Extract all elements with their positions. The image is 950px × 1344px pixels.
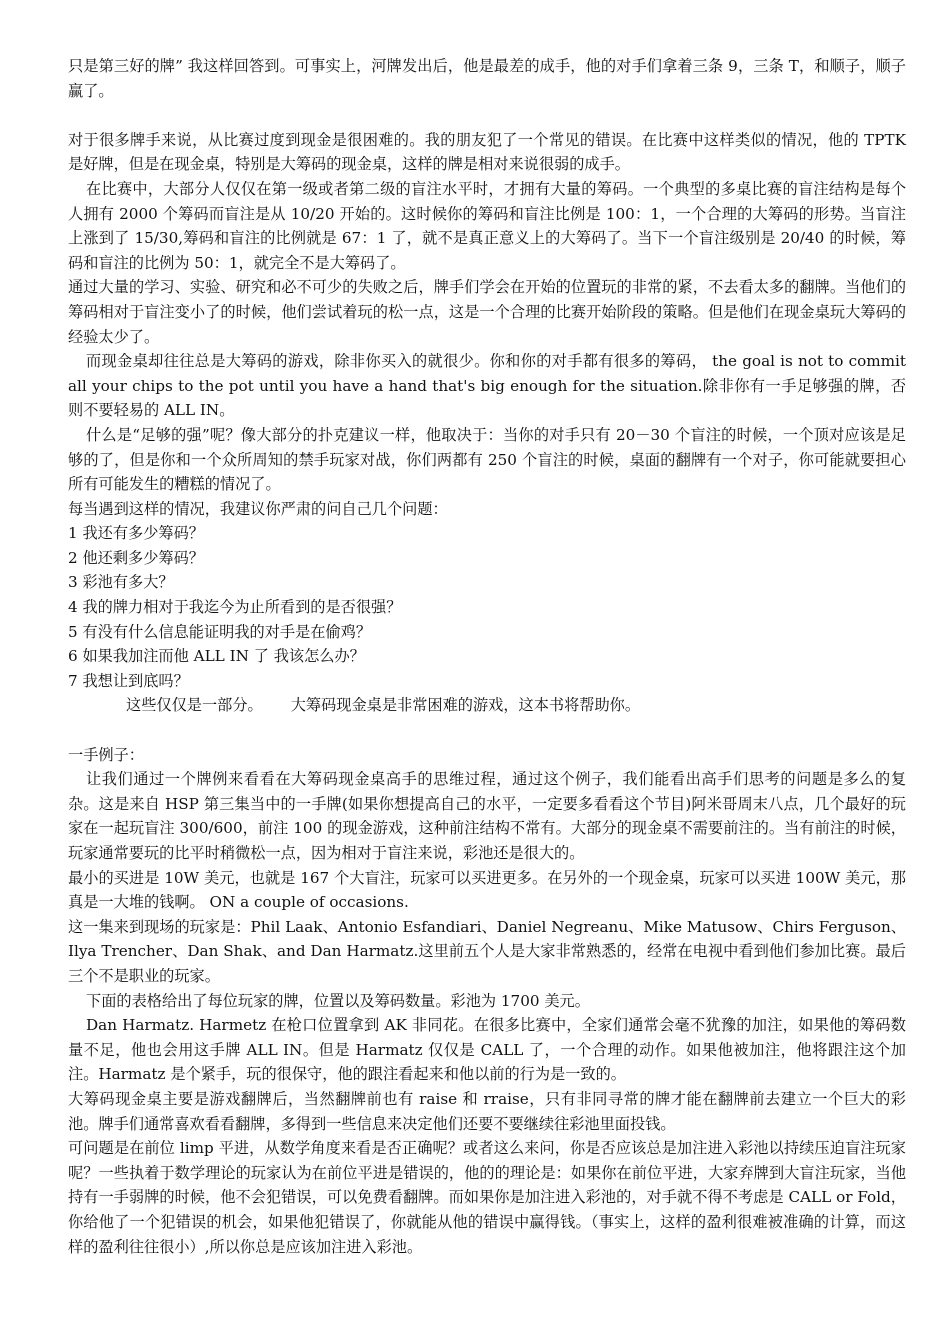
question-item: 2 他还剩多少筹码？ [68, 548, 204, 567]
paragraph-example-6: 大筹码现金桌主要是游戏翻牌后，当然翻牌前也有 raise 和 rraise，只有非同寻常的牌才能在翻牌前去建立一个巨大的彩池。牌手们通常喜欢看看翻牌，多得到一些信息来决定他们还要不要继续往彩池里面投钱。 [68, 1089, 906, 1133]
paragraph-4: 通过大量的学习、实验、研究和必不可少的失败之后，牌手们学会在开始的位置玩的非常的紧，不去看太多的翻牌。当他们的筹码相对于盲注变小了的时候，他们尝试着玩的松一点，这是一个合理的比赛开始阶段的策略。但是他们在现金桌玩大筹码的经验太少了。 [68, 278, 906, 346]
paragraph-1: 只是第三好的牌” 我这样回答到。可事实上，河牌发出后，他是最差的成手，他的对手们拿着三条 9，三条 T，和顺子，顺子赢了。 [68, 57, 906, 100]
paragraph-example-1: 让我们通过一个牌例来看看在大筹码现金桌高手的思维过程，通过这个例子，我们能看出高手们思考的问题是多么的复杂。这是来自 HSP 第三集当中的一手牌(如果你想提高自己的水平，一定要多看看这个节目)阿米哥周末八点，几个最好的玩家在一起玩盲注 300/600，前注 100 的现金游戏，这种前注结构不常有。大部分的现金桌不需要前注的。当有前注的时候，玩家通常要玩的比平时稍微松一点，因为相对于盲注来说，彩池还是很大的。 [68, 770, 906, 862]
paragraph-example-3: 这一集来到现场的玩家是：Phil Laak、Antonio Esfandiari、Daniel Negreanu、Mike Matusow、Chirs Ferguson、Ilya Trencher、Dan Shak、and Dan Harmatz.这里前五个人是大家非常熟悉的，经常在电视中看到他们参加比赛。最后三个不是职业的玩家。 [68, 917, 906, 985]
question-item: 6 如果我加注而他 ALL IN 了 我该怎么办？ [68, 647, 365, 666]
closing-line [68, 693, 906, 718]
paragraph-3: 在比赛中，大部分人仅仅在第一级或者第二级的盲注水平时，才拥有大量的筹码。一个典型的多桌比赛的盲注结构是每个人拥有 2000 个筹码而盲注是从 10/20 开始的。这时候你的筹码和盲注比例是 100：1，一个合理的大筹码的形势。当盲注上涨到了 15/30,筹码和盲注的比例就是 67：1 了，就不是真正意义上的大筹码了。当下一个盲注级别是 20/40 的时候，筹码和盲注的比例为 50：1，就完全不是大筹码了。 [68, 179, 906, 272]
questions-intro: 每当遇到这样的情况，我建议你严肃的问自己几个问题： [68, 499, 448, 518]
blank-line [68, 718, 906, 743]
closing-part-1: 这些仅仅是一部分。 [126, 696, 263, 715]
section-heading: 一手例子： [68, 745, 144, 764]
document-page [68, 54, 906, 1259]
paragraph-6: 什么是“足够的强”呢？像大部分的扑克建议一样，他取决于：当你的对手只有 20－30 个盲注的时候，一个顶对应该是足够的了，但是你和一个众所周知的禁手玩家对战，你们两都有 250 个盲注的时候，桌面的翻牌有一个对子，你可能就要担心所有可能发生的糟糕的情况了。 [68, 425, 906, 494]
paragraph-example-2: 最小的买进是 10W 美元，也就是 167 个大盲注，玩家可以买进更多。在另外的一个现金桌，玩家可以买进 100W 美元，那真是一大堆的钱啊。 ON a couple of occasions. [68, 868, 906, 912]
paragraph-example-5: Dan Harmatz. Harmetz 在枪口位置拿到 AK 非同花。在很多比赛中，全家们通常会毫不犹豫的加注，如果他的筹码数量不足，他也会用这手牌 ALL IN。但是 Harmatz 仅仅是 CALL 了，一个合理的动作。如果他被加注，他将跟注这个加注。Harmatz 是个紧手，玩的很保守，他的跟注看起来和他以前的行为是一致的。 [68, 1016, 906, 1084]
paragraph-example-4: 下面的表格给出了每位玩家的牌，位置以及筹码数量。彩池为 1700 美元。 [86, 991, 590, 1010]
closing-part-2: 大筹码现金桌是非常困难的游戏，这本书将帮助你。 [290, 696, 640, 715]
question-item: 1 我还有多少筹码？ [68, 524, 204, 543]
question-item: 3 彩池有多大？ [68, 573, 174, 592]
blank-line [68, 103, 906, 128]
paragraph-5: 而现金桌却往往总是大筹码的游戏，除非你买入的就很少。你和你的对手都有很多的筹码， the goal is not to commit all your chips to the pot until you have a hand that's big enough for the situation.除非你有一手足够强的牌，否则不要轻易的 ALL IN。 [68, 352, 906, 420]
paragraph-example-7: 可问题是在前位 limp 平进，从数学角度来看是否正确呢？或者这么来问，你是否应该总是加注进入彩池以持续压迫盲注玩家呢？一些执着于数学理论的玩家认为在前位平进是错误的，他的的理论是：如果你在前位平进，大家弃牌到大盲注玩家，当他持有一手弱牌的时候，他不会犯错误，可以免费看翻牌。而如果你是加注进入彩池的，对手就不得不考虑是 CALL or Fold，你给他了一个犯错误的机会，如果他犯错误了，你就能从他的错误中赢得钱。（事实上，这样的盈利很难被准确的计算，而这样的盈利往往很小）,所以你总是应该加注进入彩池。 [68, 1139, 906, 1256]
question-item: 7 我想让到底吗？ [68, 671, 189, 690]
paragraph-2: 对于很多牌手来说，从比赛过度到现金是很困难的。我的朋友犯了一个常见的错误。在比赛中这样类似的情况，他的 TPTK 是好牌，但是在现金桌，特别是大筹码的现金桌，这样的牌是相对来说很弱的成手。 [68, 130, 906, 174]
question-item: 5 有没有什么信息能证明我的对手是在偷鸡？ [68, 622, 372, 641]
question-item: 4 我的牌力相对于我迄今为止所看到的是否很强？ [68, 598, 402, 617]
